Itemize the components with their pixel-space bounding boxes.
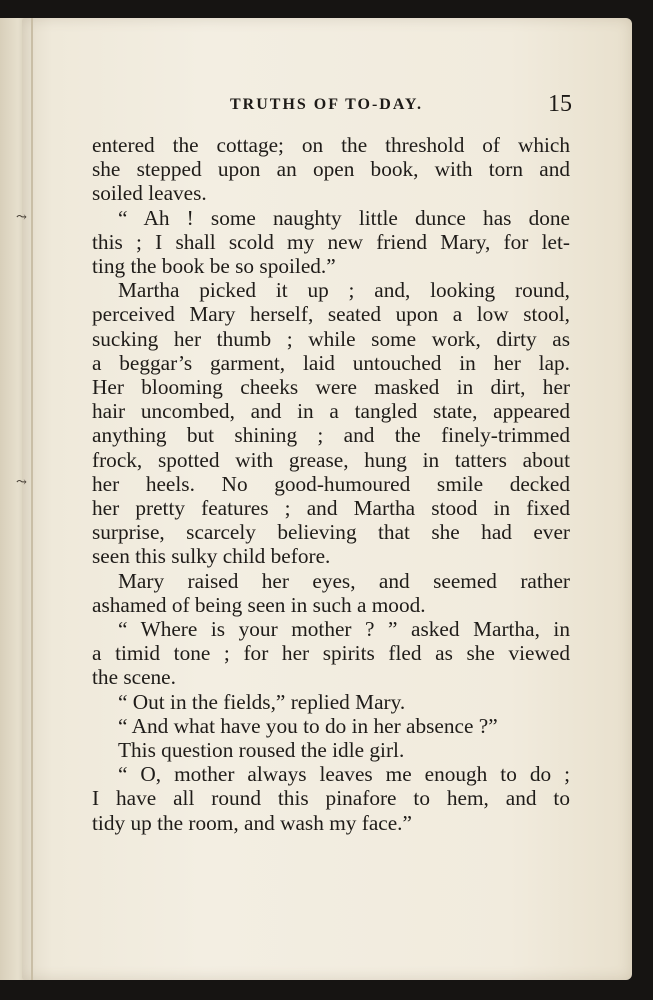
binding-gutter bbox=[31, 18, 33, 980]
text-line: “ And what have you to do in her absence ?” bbox=[118, 713, 498, 738]
text-line: “ Out in the fields,” replied Mary. bbox=[118, 689, 406, 714]
body-text bbox=[92, 133, 570, 835]
text-line: Her blooming cheeks were masked in dirt, her bbox=[92, 375, 570, 400]
text-line: a beggar’s garment, laid untouched in her lap. bbox=[92, 350, 570, 375]
text-line: “ Ah ! some naughty little dunce has done bbox=[118, 205, 570, 230]
text-line: a timid tone ; for her spirits fled as she viewed bbox=[92, 641, 570, 666]
text-line: surprise, scarcely believing that she had ever bbox=[92, 520, 570, 545]
text-line: frock, spotted with grease, hung in tatters about bbox=[92, 447, 570, 472]
text-line: her heels. No good-humoured smile decked bbox=[92, 471, 570, 496]
text-line: her pretty features ; and Martha stood in fixed bbox=[92, 496, 570, 521]
text-line: soiled leaves. bbox=[92, 181, 207, 206]
text-line: hair uncombed, and in a tangled state, appeared bbox=[92, 399, 570, 424]
text-line: tidy up the room, and wash my face.” bbox=[92, 810, 412, 835]
text-line: “ Where is your mother ? ” asked Martha, in bbox=[118, 617, 570, 642]
text-line: she stepped upon an open book, with torn and bbox=[92, 157, 570, 182]
text-line: This question roused the idle girl. bbox=[118, 738, 405, 763]
text-line: this ; I shall scold my new friend Mary, for let- bbox=[92, 229, 570, 254]
text-line: “ O, mother always leaves me enough to do ; bbox=[118, 762, 570, 787]
text-line: seen this sulky child before. bbox=[92, 544, 331, 569]
text-line: ashamed of being seen in such a mood. bbox=[92, 592, 426, 617]
binding-thread-mark: ⤳ bbox=[16, 210, 27, 225]
text-line: anything but shining ; and the finely-trimmed bbox=[92, 423, 570, 448]
running-head: TRUTHS OF TO-DAY. bbox=[230, 96, 424, 113]
text-line: I have all round this pinafore to hem, and to bbox=[92, 786, 570, 811]
text-line: sucking her thumb ; while some work, dirty as bbox=[92, 326, 570, 351]
text-line: perceived Mary herself, seated upon a low stool, bbox=[92, 302, 570, 327]
page-number: 15 bbox=[548, 91, 572, 117]
text-line: Mary raised her eyes, and seemed rather bbox=[118, 568, 570, 593]
text-line: Martha picked it up ; and, looking round, bbox=[118, 278, 570, 303]
page-header bbox=[92, 92, 572, 122]
text-line: the scene. bbox=[92, 665, 176, 690]
text-line: ting the book be so spoiled.” bbox=[92, 254, 336, 279]
binding-thread-mark: ⤳ bbox=[16, 475, 27, 490]
text-line: entered the cottage; on the threshold of which bbox=[92, 133, 570, 157]
